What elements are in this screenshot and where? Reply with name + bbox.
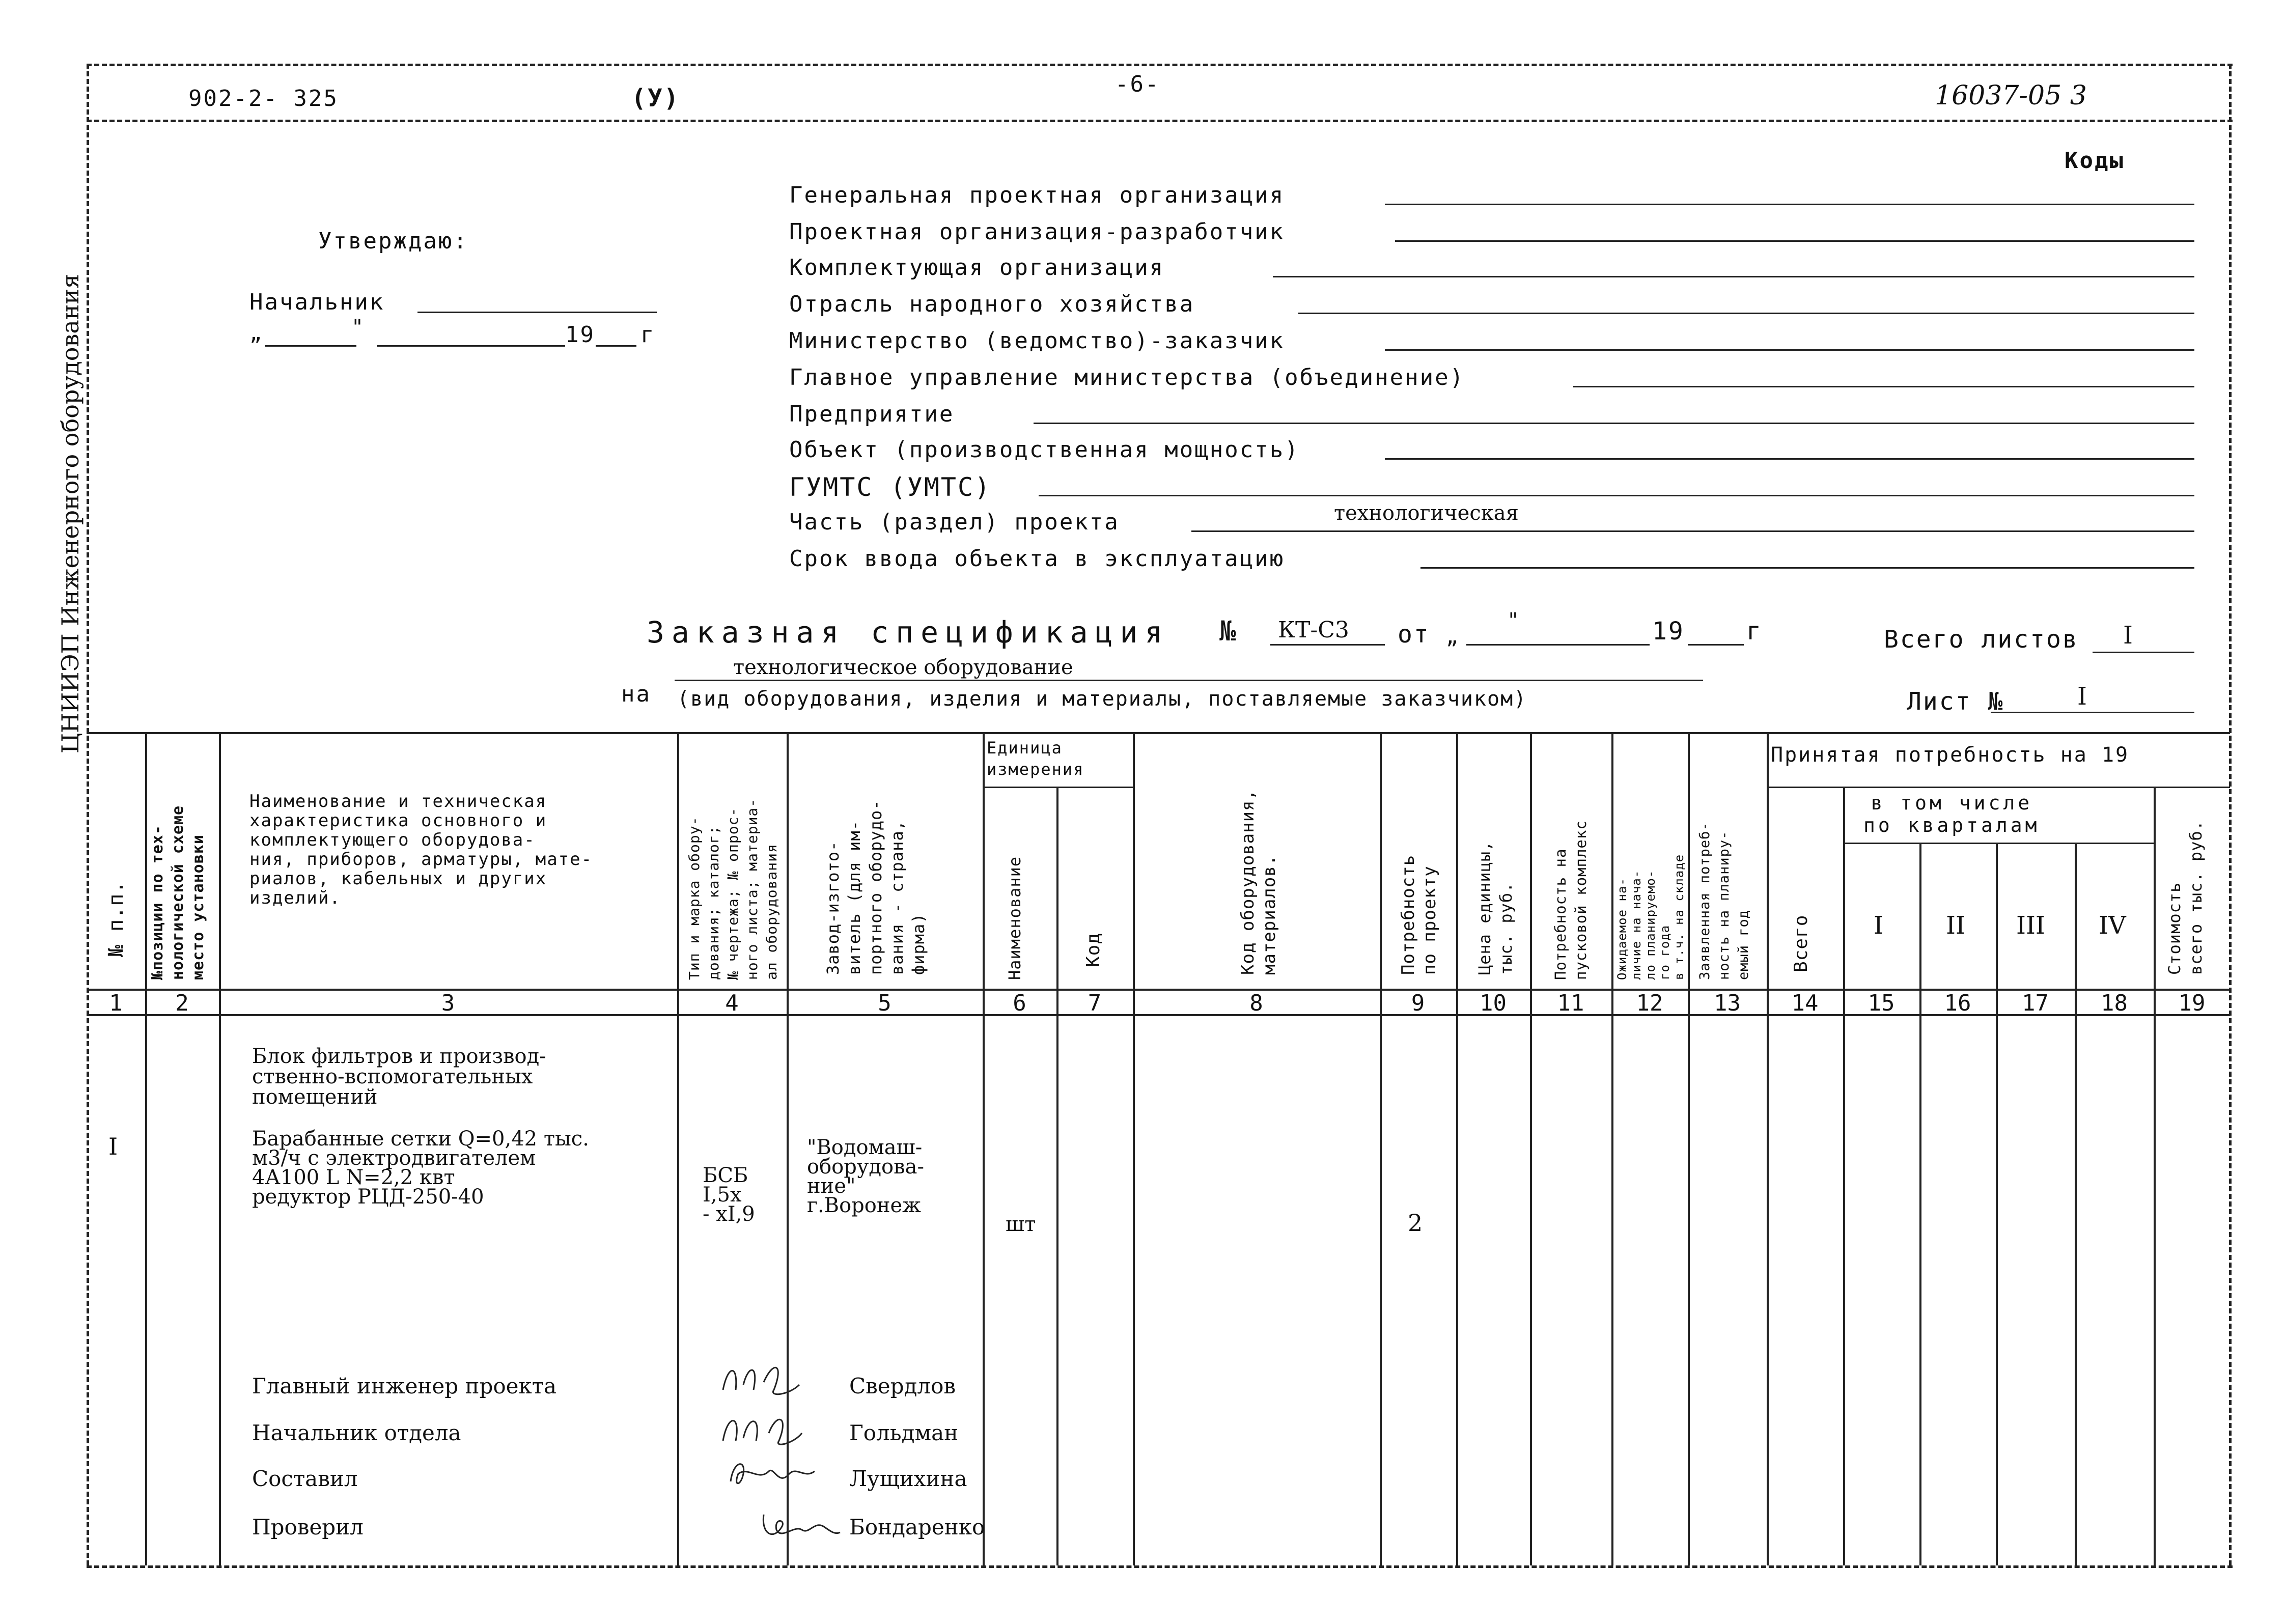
- col3-header-line: комплектующего оборудова-: [249, 830, 536, 850]
- col8-header: [1237, 789, 1280, 975]
- col5-header-line: фирма): [909, 913, 928, 975]
- spec-year-suffix: г: [1746, 617, 1763, 646]
- org-field-line: [1034, 423, 2194, 424]
- quarters-group-header: [1863, 792, 2040, 836]
- row-item-description-line: редуктор РЦД-250-40: [252, 1185, 484, 1209]
- col5-header-line: вания - страна,: [887, 820, 907, 975]
- row-type-line: БСБ: [703, 1164, 748, 1187]
- org-field-label: Министерство (ведомство)-заказчик: [789, 328, 1285, 354]
- signature-role: Проверил: [252, 1515, 364, 1539]
- col13-header-line: ность на планиру-: [1716, 830, 1732, 980]
- org-field-line: [1395, 240, 2194, 242]
- col-number: 17: [2022, 990, 2049, 1016]
- col13-header-line: Заявленная потреб-: [1697, 822, 1713, 980]
- col-line: [1611, 732, 1613, 1565]
- signature-name: Свердлов: [849, 1374, 956, 1398]
- col9-header-line: Потребность: [1398, 854, 1418, 975]
- col8-header-line: материалов.: [1259, 854, 1279, 975]
- col7-header: Код: [1083, 932, 1104, 967]
- col5-header-line: портного оборудо-: [866, 799, 885, 975]
- signature-name: Гольдман: [849, 1420, 959, 1445]
- spec-subject: технологическое оборудование: [733, 656, 1073, 679]
- approval-year: 19: [565, 322, 595, 348]
- signature-name: Бондаренко: [849, 1515, 985, 1539]
- col2-header-line: место установки: [189, 834, 207, 980]
- org-field-label: Главное управление министерства (объединение): [789, 365, 1465, 390]
- col-number: 13: [1714, 990, 1741, 1016]
- org-field-label: Часть (раздел) проекта: [789, 509, 1120, 535]
- org-field-line: [1191, 530, 2194, 532]
- col12-header: [1615, 854, 1686, 980]
- col4-header: [685, 798, 782, 980]
- col-number: 1: [109, 990, 123, 1016]
- approve-label: Утверждаю:: [318, 228, 468, 254]
- year-line: [596, 345, 636, 347]
- col14-header: Всего: [1791, 914, 1812, 972]
- col-line: [2075, 843, 2077, 1565]
- spec-no-label: №: [1219, 615, 1238, 647]
- chief-label: Начальник: [249, 289, 385, 315]
- col19-header-line: всего тыс. руб.: [2186, 820, 2206, 975]
- col11-header-line: пусковой комплекс: [1572, 820, 1590, 980]
- org-field-line: [1420, 567, 2194, 569]
- quarters-group-line: в том числе: [1871, 792, 2033, 814]
- col-line: [1456, 732, 1458, 1565]
- col13-header-line: емый год: [1736, 909, 1751, 980]
- col2-header: [148, 805, 209, 980]
- org-field-label: Генеральная проектная организация: [789, 182, 1285, 208]
- col-number: 2: [175, 990, 189, 1016]
- spec-on: на: [621, 681, 651, 707]
- col-number: 11: [1557, 990, 1584, 1016]
- accepted-group-header: Принятая потребность на 19: [1771, 743, 2130, 767]
- signature-mark: [713, 1403, 815, 1453]
- col5-header-line: Завод-изгото-: [823, 841, 843, 975]
- spec-quote-close: ": [1507, 609, 1521, 632]
- col-number: 12: [1636, 990, 1663, 1016]
- signature-name: Лущихина: [849, 1466, 967, 1491]
- sheet-label: Лист №: [1907, 687, 2004, 716]
- col18-header: IV: [2099, 911, 2126, 940]
- spec-year: 19: [1652, 617, 1685, 646]
- org-field-line: [1273, 276, 2194, 277]
- date-quote-close: ": [351, 316, 366, 339]
- frame-left: [87, 64, 89, 1565]
- row-manufacturer-line: г.Воронеж: [807, 1194, 921, 1217]
- col12-header-line: ло планируемо-: [1643, 870, 1658, 980]
- unit-group-line-text: Единица: [987, 738, 1063, 758]
- col-line: [219, 732, 221, 1565]
- col4-header-line: ного листа; материа-: [744, 798, 761, 980]
- signature-role: Главный инженер проекта: [252, 1374, 557, 1398]
- col9-header-line: по проекту: [1419, 865, 1440, 975]
- col-line: [677, 732, 679, 1565]
- codes-label: Коды: [2065, 148, 2125, 174]
- row-unit: шт: [1006, 1213, 1036, 1236]
- spec-subject-caption: (вид оборудования, изделия и материалы, поставляемые заказчиком): [677, 687, 1527, 711]
- org-field-label: Срок ввода объекта в эксплуатацию: [789, 546, 1285, 572]
- col-line: [145, 732, 147, 1565]
- row-manufacturer-line: "Водомаш-: [807, 1136, 923, 1159]
- row-type: [703, 1166, 755, 1224]
- accepted-group-line: [1767, 787, 2230, 788]
- table-top-line: [87, 732, 2230, 734]
- frame-top: [87, 64, 2233, 66]
- col11-header-line: Потребность на: [1552, 848, 1569, 980]
- org-field-label: Объект (производственная мощность): [789, 437, 1300, 463]
- row-quantity: 2: [1408, 1209, 1423, 1237]
- frame-right: [2229, 64, 2232, 1565]
- col4-header-line: № чертежа; № опрос-: [724, 807, 741, 980]
- col-line: [1767, 732, 1769, 1565]
- col15-header: I: [1874, 911, 1883, 940]
- col-number: 15: [1868, 990, 1895, 1016]
- org-field-line: [1385, 349, 2194, 351]
- approval-year-suffix: г: [640, 322, 656, 348]
- project-code: 902-2- 325: [188, 86, 339, 111]
- col-number: 19: [2178, 990, 2206, 1016]
- row-item-description: [252, 1129, 589, 1207]
- month-line: [377, 345, 565, 347]
- col-number: 5: [878, 990, 891, 1016]
- org-field-label: Отрасль народного хозяйства: [789, 291, 1195, 317]
- row-group-title-line: ственно-вспомогательных: [252, 1065, 533, 1088]
- col-number: 4: [725, 990, 739, 1016]
- spec-number-line: [1270, 644, 1385, 646]
- col-line: [983, 732, 985, 1565]
- org-field-line: [1385, 458, 2194, 460]
- col-number: 7: [1088, 990, 1102, 1016]
- total-sheets-label: Всего листов: [1884, 625, 2079, 654]
- col5-header: [822, 799, 929, 975]
- col-number: 8: [1249, 990, 1263, 1016]
- col-line: [1843, 787, 1845, 1565]
- total-sheets-value: I: [2123, 621, 2133, 650]
- col1-header: № п.п.: [104, 880, 128, 957]
- col19-header: [2164, 820, 2207, 975]
- col2-header-line: №позиции по тех-: [149, 825, 166, 980]
- row-item-description-line: Барабанные сетки Q=0,42 тыс.: [252, 1127, 589, 1151]
- spec-year-line: [1688, 644, 1744, 646]
- spec-number: КТ-С3: [1278, 617, 1349, 643]
- col-line: [2154, 787, 2156, 1565]
- col3-header-line: Наименование и техническая: [249, 791, 547, 811]
- col13-header: [1695, 822, 1753, 980]
- col12-header-line: го года: [1658, 925, 1672, 980]
- col4-header-line: ал оборудования: [763, 844, 780, 980]
- col-number: 14: [1791, 990, 1819, 1016]
- col-line: [1056, 787, 1058, 1565]
- col16-header: II: [1946, 911, 1965, 940]
- row-type-line: I,5х: [703, 1183, 742, 1207]
- row-item-description-line: 4А100 L N=2,2 квт: [252, 1166, 455, 1189]
- col10-header-line: тыс. руб.: [1496, 882, 1516, 975]
- col12-header-line: личие на нача-: [1629, 870, 1643, 980]
- row-manufacturer-line: оборудова-: [807, 1155, 924, 1179]
- org-field-label: Предприятие: [789, 401, 955, 427]
- col4-header-line: Тип и марка обору-: [686, 816, 703, 980]
- unit-group-header: [987, 737, 1084, 780]
- col12-header-line: Ожидаемое на-: [1615, 878, 1629, 980]
- org-field-label: Проектная организация-разработчик: [789, 219, 1285, 245]
- row-position: I: [108, 1133, 118, 1160]
- sheet-code: 16037-05 3: [1935, 80, 2087, 111]
- sheet-value: I: [2077, 682, 2087, 711]
- date-quote-open: „: [249, 322, 264, 345]
- col-line: [1688, 732, 1690, 1565]
- org-field-label: ГУМТС (УМТС): [789, 472, 992, 502]
- col-line: [1919, 843, 1921, 1565]
- col3-header-line: характеристика основного и: [249, 810, 547, 831]
- col3-header-line: риалов, кабельных и других: [249, 869, 547, 889]
- row-manufacturer-line: ние": [807, 1174, 856, 1198]
- col2-header-line: нологической схеме: [169, 805, 187, 980]
- col10-header-line: Цена единицы,: [1475, 841, 1494, 975]
- col17-header: III: [2016, 911, 2045, 940]
- col5-header-line: витель (для им-: [845, 820, 864, 975]
- spec-title: Заказная спецификация: [647, 615, 1170, 650]
- page-number: -6-: [1115, 71, 1160, 97]
- spec-quote-open: „: [1446, 625, 1460, 649]
- day-line: [265, 345, 356, 347]
- mark: (У): [631, 84, 680, 113]
- col-number: 6: [1013, 990, 1026, 1016]
- side-org-label: ЦНИИЭП Инженерного оборудования: [57, 273, 84, 753]
- col-number: 16: [1944, 990, 1971, 1016]
- col19-header-line: Стоимость: [2165, 882, 2184, 975]
- row-manufacturer: [807, 1138, 924, 1215]
- signature-role: Составил: [252, 1466, 358, 1491]
- col10-header: [1474, 841, 1517, 975]
- quarters-group-line: по кварталам: [1863, 814, 2040, 836]
- col-number: 10: [1480, 990, 1507, 1016]
- spec-date-line: [1466, 644, 1650, 646]
- row-item-description-line: м3/ч с электродвигателем: [252, 1146, 536, 1170]
- total-sheets-line: [2093, 652, 2194, 653]
- org-field-label: Комплектующая организация: [789, 255, 1165, 281]
- col-line: [1380, 732, 1382, 1565]
- col4-header-line: дования; каталог;: [705, 825, 722, 980]
- row-type-line: - хI,9: [703, 1202, 755, 1226]
- col-number: 18: [2101, 990, 2128, 1016]
- header-divider: [87, 120, 2233, 122]
- org-field-line: [1573, 386, 2194, 387]
- row-group-title-line: помещений: [252, 1085, 378, 1109]
- signature-mark: [713, 1354, 815, 1405]
- unit-group-line-text: измерения: [987, 760, 1084, 779]
- org-field-line: [1039, 495, 2194, 496]
- col-line: [1133, 732, 1135, 1565]
- row-group-title: [252, 1046, 546, 1107]
- signature-role: Начальник отдела: [252, 1420, 461, 1445]
- frame-bottom: [87, 1565, 2233, 1568]
- col11-header: [1550, 820, 1591, 980]
- spec-subject-line: [675, 680, 1703, 681]
- col3-header-line: ния, приборов, арматуры, мате-: [249, 849, 593, 870]
- col3-header: [249, 792, 593, 908]
- signature-mark: [754, 1499, 845, 1550]
- row-group-title-line: Блок фильтров и производ-: [252, 1045, 546, 1068]
- signature-mark: [723, 1451, 825, 1502]
- col-number: 9: [1411, 990, 1425, 1016]
- quarters-group-line: [1843, 843, 2155, 844]
- org-field-line: [1385, 204, 2194, 205]
- col9-header: [1398, 855, 1440, 975]
- spec-from: от: [1398, 620, 1430, 649]
- org-field-line: [1298, 313, 2194, 314]
- col8-header-line: Код оборудования,: [1238, 789, 1258, 975]
- project-part-value: технологическая: [1334, 501, 1519, 525]
- col-line: [1996, 843, 1998, 1565]
- col-number: 3: [441, 990, 455, 1016]
- col6-header: Наименование: [1005, 856, 1024, 980]
- col3-header-line: изделий.: [249, 888, 341, 908]
- chief-line: [417, 312, 657, 313]
- col12-header-line: в т.ч. на складе: [1672, 854, 1686, 980]
- sheet-line: [1991, 712, 2194, 713]
- col-line: [1530, 732, 1532, 1565]
